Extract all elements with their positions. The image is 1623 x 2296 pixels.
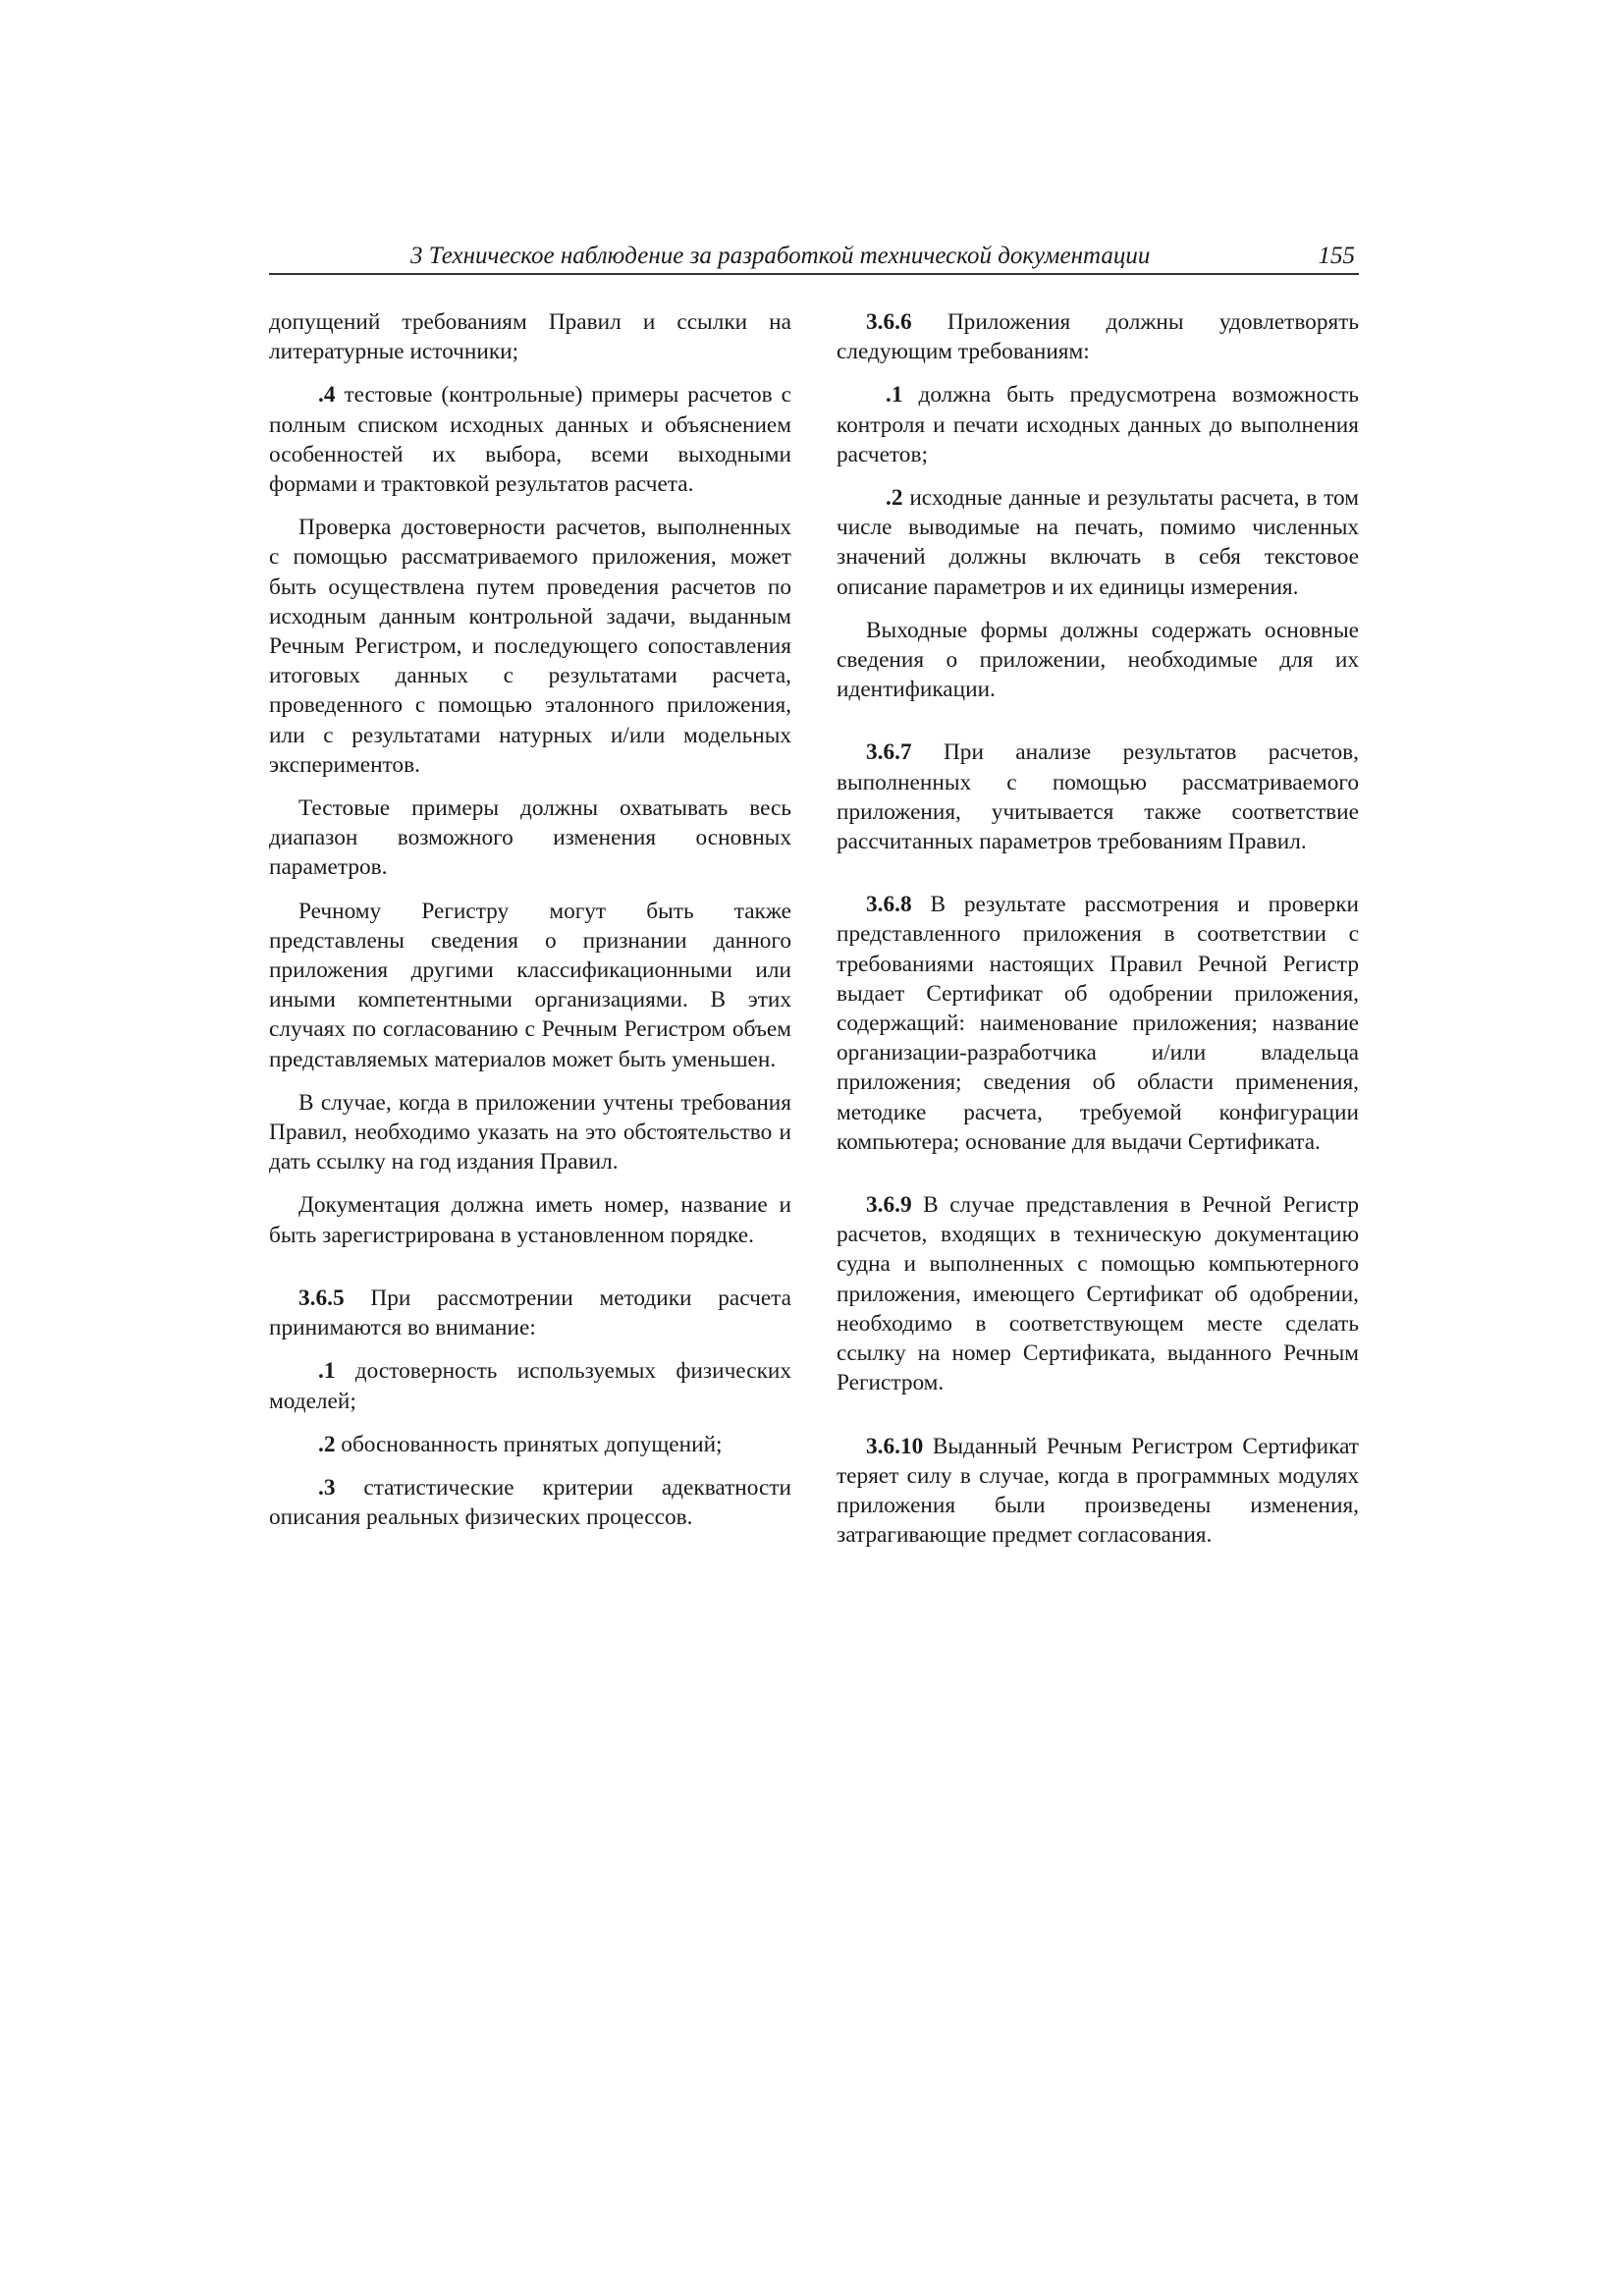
item-number: .2 <box>886 485 903 512</box>
section-3-6-7: 3.6.7 При анализе результатов расчетов, выполненных с помощью рассматриваемого приложения, учитывается также соответствие рассчитанных параметров требованиям Правил. <box>837 739 1359 855</box>
section-3-6-10: 3.6.10 Выданный Речным Регистром Сертификат теряет силу в случае, когда в программных модулях приложения были произведены изменения, затрагивающие предмет согласования. <box>837 1433 1359 1549</box>
item-number: .2 <box>318 1431 336 1457</box>
section-3-6-9: 3.6.9 В случае представления в Речной Регистр расчетов, входящих в техническую документацию судна и выполненных с помощью компьютерного приложения, имеющего Сертификат об одобрении, необходимо в соответствующем месте сделать ссылку на номер Сертификата, выданного Речным Регистром. <box>837 1192 1359 1396</box>
list-item-1: .1 должна быть предусмотрена возможность контроля и печати исходных данных до выполнения расчетов; <box>837 382 1359 467</box>
list-item-2: .2 исходные данные и результаты расчета, в том числе выводимые на печать, помимо численных значений должны включать в себя текстовое описание параметров и их единицы измерения. <box>837 485 1359 600</box>
paragraph: В случае, когда в приложении учтены требования Правил, необходимо указать на это обстоятельство и дать ссылку на год издания Правил. <box>269 1089 791 1175</box>
section-number: 3.6.7 <box>866 739 912 766</box>
list-item-4: .4 тестовые (контрольные) примеры расчетов с полным списком исходных данных и объяснением особенностей их выбора, всеми выходными формами и трактовкой результатов расчета. <box>269 382 791 498</box>
section-number: 3.6.9 <box>866 1192 912 1219</box>
running-header <box>269 242 1359 275</box>
section-number: 3.6.10 <box>866 1433 924 1459</box>
section-number: 3.6.6 <box>866 309 912 335</box>
paragraph: Проверка достоверности расчетов, выполненных с помощью рассматриваемого приложения, может быть осуществлена путем проведения расчетов по исходным данным контрольной задачи, выданным Речным Регистром, и последующего сопоставления итоговых данных с результатами расчета, проведенного с помощью эталонного приложения, или с результатами натурных и/или модельных экспериментов. <box>269 515 791 778</box>
paragraph: Выходные формы должны содержать основные сведения о приложении, необходимые для их идентификации. <box>837 617 1359 703</box>
paragraph: допущений требованиям Правил и ссылки на литературные источники; <box>269 309 791 365</box>
section-3-6-6: 3.6.6 Приложения должны удовлетворять следующим требованиям: <box>837 309 1359 365</box>
left-column <box>269 307 791 1546</box>
section-number: 3.6.8 <box>866 892 912 918</box>
section-3-6-5: 3.6.5 При рассмотрении методики расчета принимаются во внимание: <box>269 1285 791 1341</box>
page-number: 155 <box>1318 243 1355 269</box>
item-number: .1 <box>886 382 903 409</box>
item-number: .1 <box>318 1358 336 1385</box>
list-item-2: .2 обоснованность принятых допущений; <box>318 1431 723 1457</box>
paragraph: Речному Регистру могут быть также представлены сведения о признании данного приложения другими классификационными или иными компетентными организациями. В этих случаях по согласованию с Речным Регистром объем представляемых материалов может быть уменьшен. <box>269 898 791 1072</box>
item-number: .3 <box>318 1474 336 1501</box>
header-title: 3 Техническое наблюдение за разработкой технической документации <box>410 243 1151 269</box>
list-item-1: .1 достоверность используемых физических моделей; <box>269 1358 791 1414</box>
paragraph: Документация должна иметь номер, название и быть зарегистрирована в установленном порядке. <box>269 1192 791 1248</box>
list-item-3: .3 статистические критерии адекватности описания реальных физических процессов. <box>269 1474 791 1531</box>
paragraph: Тестовые примеры должны охватывать весь диапазон возможного изменения основных параметров. <box>269 795 791 881</box>
item-number: .4 <box>318 382 336 409</box>
section-3-6-8: 3.6.8 В результате рассмотрения и проверки представленного приложения в соответствии с требованиями настоящих Правил Речной Регистр выдает Сертификат об одобрении приложения, содержащий: наименование приложения; название организации-разработчика и/или владельца приложения; сведения об области применения, методике расчета, требуемой конфигурации компьютера; основание для выдачи Сертификата. <box>837 892 1359 1155</box>
section-number: 3.6.5 <box>298 1285 345 1311</box>
right-column <box>837 307 1359 1563</box>
